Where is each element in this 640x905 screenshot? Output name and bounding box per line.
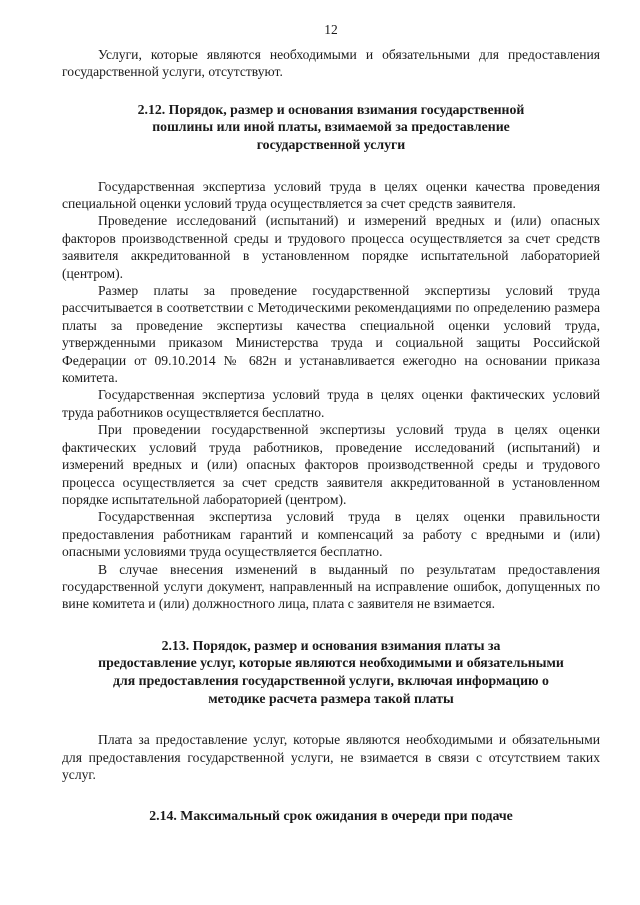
document-page — [62, 22, 600, 825]
heading-line: методике расчета размера такой платы — [208, 690, 454, 706]
paragraph: Размер платы за проведение государственной экспертизы условий труда рассчитывается в соответствии с Методическими рекомендациями по определению размера платы за проведение экспертизы качества специальной оценки условий труда, утвержденными приказом Министерства труда и социальной защиты Российской Федерации от 09.10.2014 № 682н и устанавливается ежегодно на основании приказа комитета. — [62, 283, 600, 386]
paragraph: Проведение исследований (испытаний) и измерений вредных и (или) опасных факторов производственной среды и трудового процесса осуществляется за счет средств заявителя аккредитованной в установленном порядке испытательной лабораторией (центром). — [62, 213, 600, 281]
paragraph: Государственная экспертиза условий труда в целях оценки фактических условий труда работников осуществляется бесплатно. — [62, 387, 600, 420]
paragraph: При проведении государственной экспертизы условий труда в целях оценки фактических условий труда работников, проведение исследований (испытаний) и измерений вредных и (или) опасных факторов производственной среды и трудового процесса осуществляется за счет средств заявителя аккредитованной в установленном порядке испытательной лабораторией (центром). — [62, 422, 600, 507]
intro-paragraph: Услуги, которые являются необходимыми и обязательными для предоставления государственной услуги, отсутствуют. — [62, 47, 600, 80]
section-2-12-body — [62, 178, 600, 613]
section-2-12-heading — [62, 101, 600, 154]
section-2-13-body — [62, 731, 600, 783]
paragraph: Плата за предоставление услуг, которые являются необходимыми и обязательными для предоставления государственной услуги, не взимается в связи с отсутствием таких услуг. — [62, 732, 600, 782]
paragraph: Государственная экспертиза условий труда в целях оценки правильности предоставления работникам гарантий и компенсаций за работу с вредными и (или) опасными условиями труда осуществляется бесплатно. — [62, 509, 600, 560]
heading-line: предоставление услуг, которые являются необходимыми и обязательными — [98, 655, 564, 671]
heading-line: 2.13. Порядок, размер и основания взимания платы за — [161, 637, 501, 653]
heading-line: пошлины или иной платы, взимаемой за предоставление — [152, 119, 510, 135]
section-2-14-heading — [62, 807, 600, 825]
heading-line: для предоставления государственной услуги, включая информацию о — [113, 672, 549, 688]
page-number: 12 — [324, 22, 338, 37]
spacer — [62, 154, 600, 178]
spacer — [62, 783, 600, 807]
spacer — [62, 613, 600, 637]
paragraph: В случае внесения изменений в выданный по результатам предоставления государственной услуги документ, направленный на исправление ошибок, допущенных по вине комитета и (или) должностного лица, плата с заявителя не взимается. — [62, 561, 600, 612]
spacer — [62, 81, 600, 101]
heading-line: 2.12. Порядок, размер и основания взимания государственной — [137, 101, 525, 117]
heading-line: государственной услуги — [256, 137, 406, 152]
heading-line: 2.14. Максимальный срок ожидания в очереди при подаче — [149, 808, 513, 824]
section-2-13-heading — [62, 637, 600, 707]
paragraph: Государственная экспертиза условий труда в целях оценки качества проведения специальной оценки условий труда осуществляется за счет средств заявителя. — [62, 178, 600, 211]
spacer — [62, 707, 600, 731]
